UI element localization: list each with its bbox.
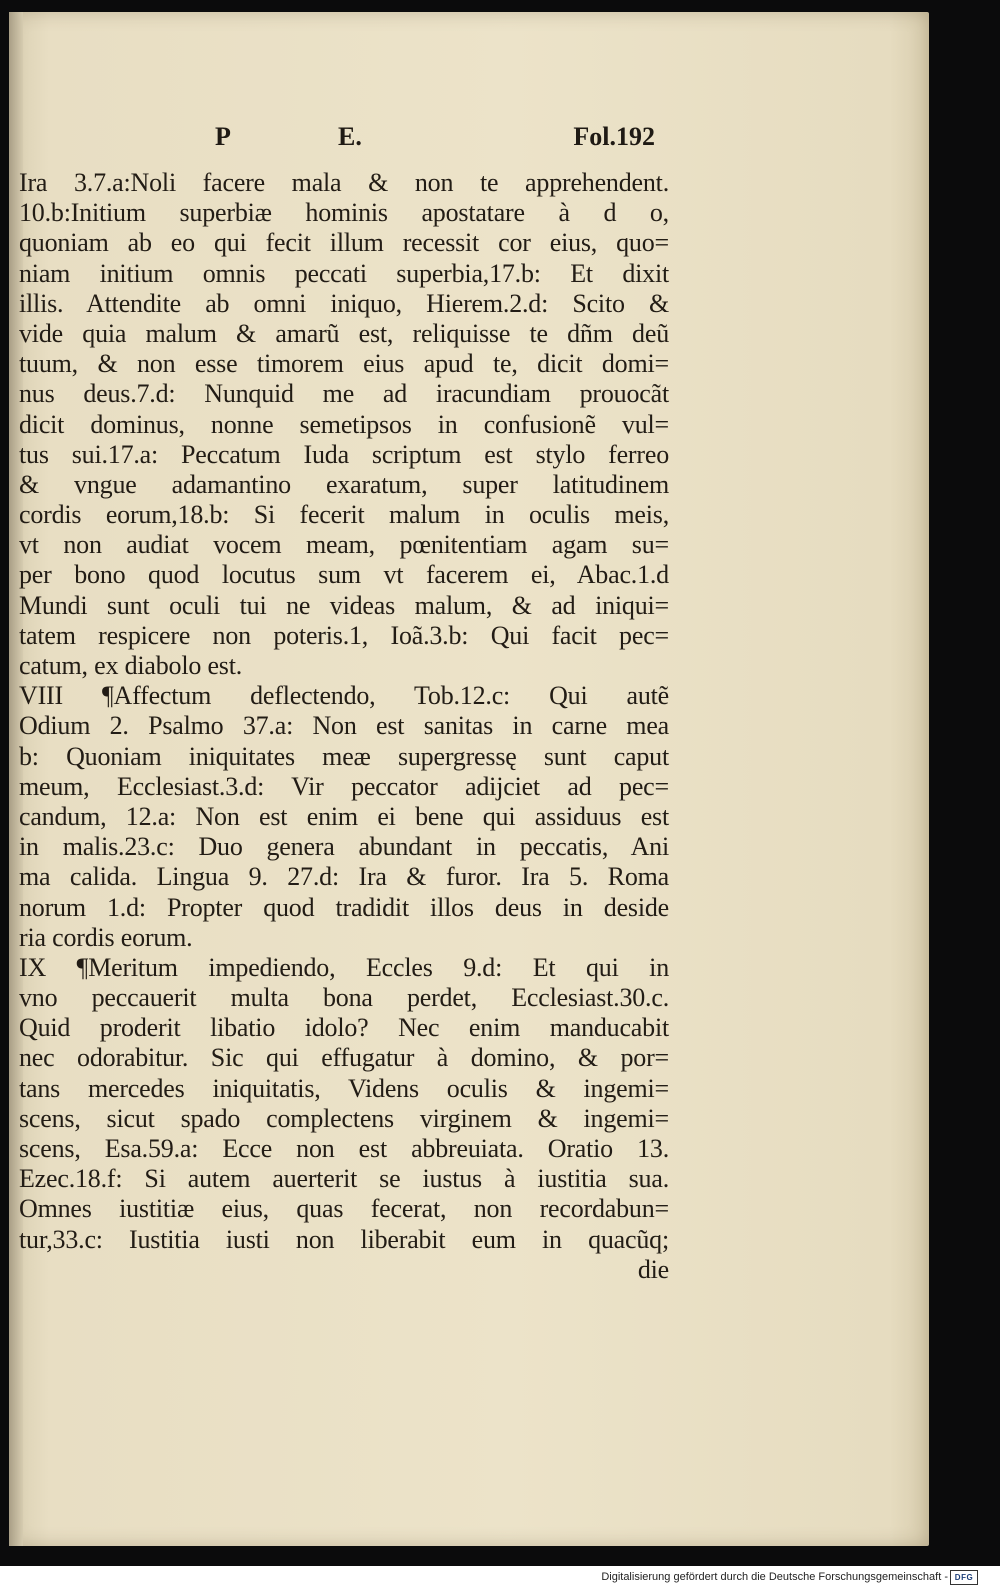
text-line: cordis eorum,18.b: Si fecerit malum in oculis meis, [19,500,669,530]
text-line: scens, sicut spado complectens virginem & ingemi= [19,1103,669,1133]
text-line: nus deus.7.d: Nunquid me ad iracundiam prouocãt [19,379,669,409]
text-line: Quid proderit libatio idolo? Nec enim manducabit [19,1013,669,1043]
text-line: norum 1.d: Propter quod tradidit illos deus in deside [19,892,669,922]
text-line: & vngue adamantino exaratum, super latitudinem [19,469,669,499]
text-line: tatem respicere non poteris.1, Ioã.3.b: Qui facit pec= [19,620,669,650]
folio-number: Fol.192 [573,122,655,151]
text-line: quoniam ab eo qui fecit illum recessit cor eius, quo= [19,228,669,258]
digitization-footer [0,1566,1000,1588]
text-line: catum, ex diabolo est. [19,651,243,680]
text-line: ria cordis eorum. [19,922,193,952]
dfg-logo: DFG [950,1570,978,1585]
running-header [215,122,655,162]
text-line: Odium 2. Psalmo 37.a: Non est sanitas in carne mea [19,711,669,741]
header-letter-middle: E. [338,122,362,151]
text-line: niam initium omnis peccati superbia,17.b: Et dixit [19,258,669,288]
section-heading-ix: IX ¶Meritum impediendo, Eccles 9.d: Et qui in [19,952,669,982]
text-line: vno peccauerit multa bona perdet, Ecclesiast.30.c. [19,983,669,1013]
text-line: vt non audiat vocem meam, pœnitentiam agam su= [19,530,669,560]
text-line: in malis.23.c: Duo genera abundant in peccatis, Ani [19,832,669,862]
funding-credit: Digitalisierung gefördert durch die Deutsche Forschungsgemeinschaft - [601,1571,948,1583]
body-text [19,168,669,1285]
text-line: tans mercedes iniquitatis, Videns oculis & ingemi= [19,1073,669,1103]
text-line: scens, Esa.59.a: Ecce non est abbreuiata. Oratio 13. [19,1134,669,1163]
text-line: meum, Ecclesiast.3.d: Vir peccator adijciet ad pec= [19,771,669,801]
text-line: vide quia malum & amarũ est, reliquisse te dñm deũ [19,318,669,348]
text-line: illis. Attendite ab omni iniquo, Hierem.2.d: Scito & [19,288,669,318]
text-line: per bono quod locutus sum vt facerem ei, Abac.1.d [19,560,669,590]
text-line: ma calida. Lingua 9. 27.d: Ira & furor. Ira 5. Roma [19,862,669,892]
text-line: Ezec.18.f: Si autem auerterit se iustus à iustitia sua. [19,1164,669,1194]
text-line: tus sui.17.a: Peccatum Iuda scriptum est stylo ferreo [19,439,669,469]
text-line: Ira 3.7.a:Noli facere mala & non te apprehendent. [19,168,669,197]
text-line: dicit dominus, nonne semetipsos in confusionẽ vul= [19,409,669,439]
text-line: tuum, & non esse timorem eius apud te, dicit domi= [19,349,669,379]
text-line: b: Quoniam iniquitates meæ supergressę sunt caput [19,741,669,771]
text-line: nec odorabitur. Sic qui effugatur à domino, & por= [19,1043,669,1073]
catchword: die [637,1254,669,1284]
text-line: Mundi sunt oculi tui ne videas malum, & ad iniqui= [19,590,669,620]
text-line: tur,33.c: Iustitia iusti non liberabit eum in quacũq; [19,1224,669,1254]
text-line: 10.b:Initium superbiæ hominis apostatare à d o, [19,198,669,228]
section-heading-viii: VIII ¶Affectum deflectendo, Tob.12.c: Qui autẽ [19,681,669,711]
text-line: Omnes iustitiæ eius, quas fecerat, non recordabun= [19,1194,669,1224]
header-letter-left: P [215,122,231,151]
text-line: candum, 12.a: Non est enim ei bene qui assiduus est [19,801,669,831]
